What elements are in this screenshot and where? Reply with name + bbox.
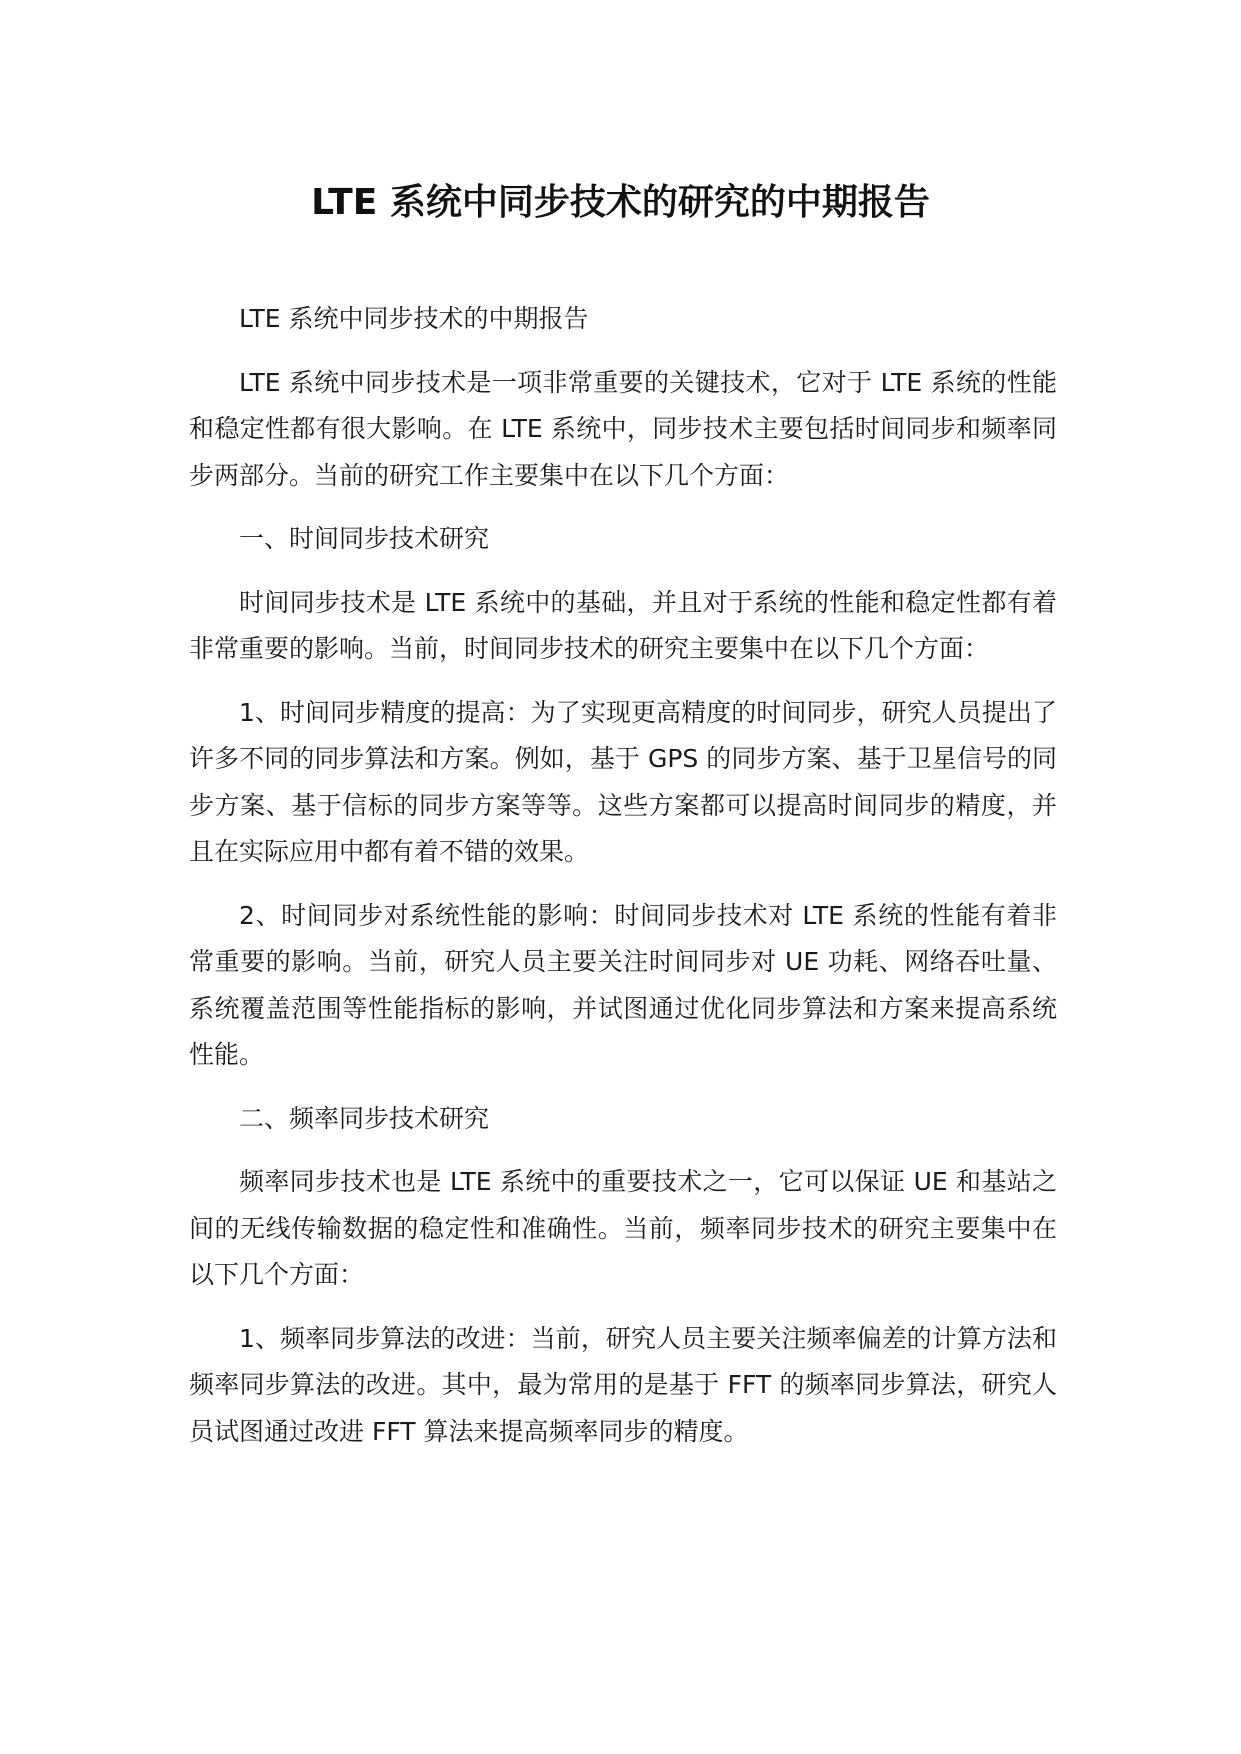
document-body [189, 296, 1057, 1472]
paragraph-subtitle: LTE 系统中同步技术的中期报告 [239, 304, 589, 333]
paragraph-time-sync-overview: 时间同步技术是 LTE 系统中的基础，并且对于系统的性能和稳定性都有着非常重要的影响。当前，时间同步技术的研究主要集中在以下几个方面： [189, 587, 1057, 663]
paragraph-freq-sync-algorithm: 1、频率同步算法的改进：当前，研究人员主要关注频率偏差的计算方法和频率同步算法的改进。其中，最为常用的是基于 FFT 的频率同步算法，研究人员试图通过改进 FFT 算法来提高频率同步的精度。 [189, 1323, 1057, 1446]
section-heading-freq-sync: 二、频率同步技术研究 [239, 1103, 490, 1133]
paragraph-time-sync-accuracy: 1、时间同步精度的提高：为了实现更高精度的时间同步，研究人员提出了许多不同的同步算法和方案。例如，基于 GPS 的同步方案、基于卫星信号的同步方案、基于信标的同步方案等等。这些方案都可以提高时间同步的精度，并且在实际应用中都有着不错的效果。 [189, 697, 1057, 866]
paragraph-intro: LTE 系统中同步技术是一项非常重要的关键技术，它对于 LTE 系统的性能和稳定性都有很大影响。在 LTE 系统中，同步技术主要包括时间同步和频率同步两部分。当前的研究工作主要集中在以下几个方面： [189, 367, 1057, 490]
section-heading-time-sync: 一、时间同步技术研究 [239, 524, 490, 553]
paragraph-freq-sync-overview: 频率同步技术也是 LTE 系统中的重要技术之一，它可以保证 UE 和基站之间的无线传输数据的稳定性和准确性。当前，频率同步技术的研究主要集中在以下几个方面： [189, 1167, 1057, 1289]
paragraph-time-sync-performance: 2、时间同步对系统性能的影响：时间同步技术对 LTE 系统的性能有着非常重要的影响。当前，研究人员主要关注时间同步对 UE 功耗、网络吞吐量、系统覆盖范围等性能指标的影响，并试图通过优化同步算法和方案来提高系统性能。 [189, 900, 1057, 1069]
document-title: LTE 系统中同步技术的研究的中期报告 [311, 182, 930, 223]
